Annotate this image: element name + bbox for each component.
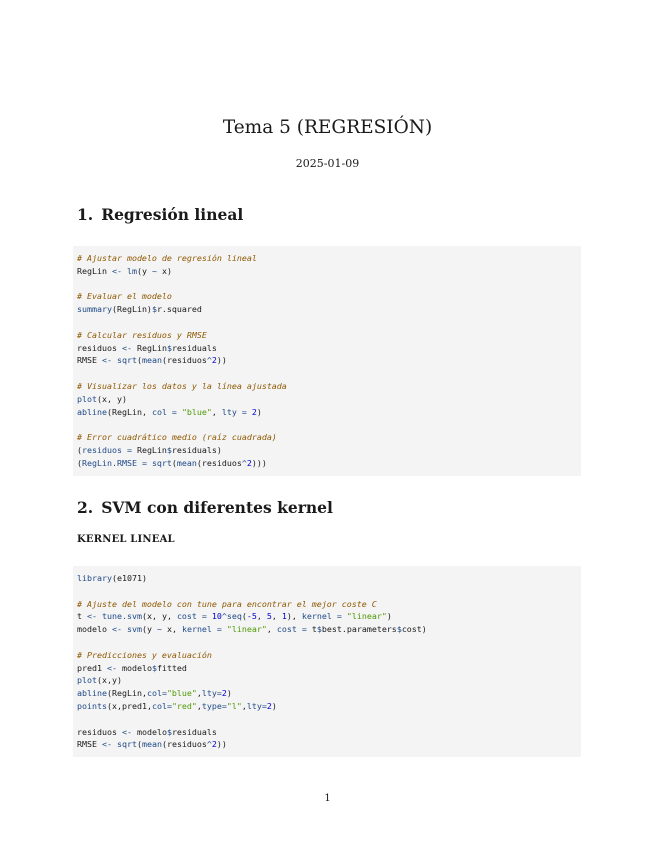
code-block-svm [73, 566, 581, 757]
code-token: (RegLin, [106, 688, 147, 699]
code-token: $ [151, 304, 157, 315]
code-token: (residuos [196, 457, 242, 468]
code-token: ( [241, 611, 247, 622]
code-token: plot [77, 393, 97, 404]
code-token: plot [77, 675, 97, 686]
code-token: summary [77, 304, 112, 315]
code-token: cost = [176, 611, 207, 622]
code-token: 5 [266, 611, 272, 622]
code-token: abline [77, 688, 107, 699]
code-token: "blue" [181, 406, 212, 417]
code-line [77, 598, 577, 611]
code-token: kernel = [301, 611, 342, 622]
code-token: <- [106, 662, 117, 673]
section-title: SVM con diferentes kernel [101, 498, 333, 517]
code-token: mean [141, 355, 162, 366]
code-line [77, 431, 577, 444]
code-line [77, 252, 577, 265]
code-token: mean [176, 457, 197, 468]
section-number: 2. [77, 498, 94, 517]
code-token: $ [396, 624, 402, 635]
code-line [77, 674, 577, 687]
code-token: mean [141, 739, 162, 750]
code-token: ))) [251, 457, 267, 468]
code-token: residuos [77, 726, 122, 737]
code-token: residuos = [82, 444, 132, 455]
code-token: -5 [246, 611, 257, 622]
code-token: x, [161, 624, 182, 635]
code-token: <- [111, 265, 122, 276]
code-token: $ [166, 342, 172, 353]
code-token: ^ [206, 739, 212, 750]
code-line [77, 278, 577, 291]
code-token: ^ [221, 611, 227, 622]
code-line [77, 380, 577, 393]
code-token: lty = [221, 406, 247, 417]
code-token: $ [166, 444, 172, 455]
code-line [77, 713, 577, 726]
code-token: ), [286, 611, 302, 622]
code-token: modelo [77, 624, 112, 635]
code-token: tune.svm [102, 611, 142, 622]
code-line [77, 290, 577, 303]
code-line [77, 726, 577, 739]
code-token: 2 [251, 406, 257, 417]
code-line [77, 444, 577, 457]
code-token: cost = [276, 624, 307, 635]
code-token: (e1071) [111, 573, 147, 583]
code-token: ) [271, 700, 277, 711]
code-token: pred1 [77, 662, 107, 673]
code-token: (x,y) [96, 675, 122, 686]
code-token: r.squared [156, 304, 202, 315]
code-line [77, 738, 577, 751]
code-token: best.parameters [321, 624, 397, 635]
code-token: , [196, 688, 202, 699]
document-date: 2025-01-09 [295, 157, 360, 170]
code-token: residuals) [171, 444, 222, 455]
code-token: ^ [206, 355, 212, 366]
code-token: )) [216, 739, 227, 750]
code-token: ) [386, 611, 392, 622]
code-line [77, 406, 577, 419]
code-token: # Ajuste del modelo con tune para encontrar el mejor coste C [77, 598, 377, 609]
code-token: cost) [401, 624, 427, 635]
section-title: Regresión lineal [101, 205, 244, 224]
code-token: (y [136, 265, 152, 276]
code-token: , [256, 611, 267, 622]
code-token: $ [316, 624, 322, 635]
code-token: # Calcular residuos y RMSE [77, 329, 207, 340]
code-token: RMSE [77, 355, 102, 366]
code-token: <- [121, 342, 132, 353]
code-token: 1 [281, 611, 287, 622]
code-line [77, 329, 577, 342]
code-block-regresion [73, 246, 581, 476]
code-line [77, 393, 577, 406]
page-number: 1 [324, 793, 331, 804]
code-token: RegLin [131, 342, 167, 353]
code-token: points [77, 700, 107, 711]
code-token: t [77, 611, 87, 622]
code-token: t [306, 624, 317, 635]
code-token: )) [216, 355, 227, 366]
code-token: , [196, 700, 202, 711]
code-token: ^ [241, 457, 247, 468]
code-token: x) [156, 265, 172, 276]
code-token: <- [121, 726, 132, 737]
code-line [77, 649, 577, 662]
code-token: ( [171, 457, 177, 468]
code-token: RegLin [131, 444, 167, 455]
code-token: 2 [211, 739, 217, 750]
code-token: library [77, 573, 112, 583]
code-line [77, 418, 577, 431]
code-line [77, 636, 577, 649]
code-token: ( [77, 444, 82, 455]
code-token: ) [226, 688, 232, 699]
code-token: residuals [171, 726, 217, 737]
section-heading-2 [77, 498, 333, 517]
code-line [77, 367, 577, 380]
code-token: modelo [116, 662, 152, 673]
code-line [77, 316, 577, 329]
code-line [77, 610, 577, 623]
code-line [77, 687, 577, 700]
code-token: "linear" [346, 611, 387, 622]
code-token: RegLin [77, 265, 112, 276]
code-token: (RegLin) [111, 304, 152, 315]
code-token: (residuos [161, 739, 207, 750]
code-line [77, 700, 577, 713]
code-token: "l" [226, 700, 242, 711]
code-token: $ [151, 662, 157, 673]
code-line [77, 572, 577, 585]
code-token: # Evaluar el modelo [77, 291, 172, 302]
code-token: svm [126, 624, 142, 635]
code-token: (residuos [161, 355, 207, 366]
code-token: fitted [156, 662, 187, 673]
code-token: lty= [201, 688, 222, 699]
code-token: modelo [131, 726, 167, 737]
code-token: "blue" [166, 688, 197, 699]
code-token: 2 [211, 355, 217, 366]
code-token: lm [126, 265, 137, 276]
code-token: <- [87, 611, 97, 622]
code-line [77, 303, 577, 316]
code-token: lty= [246, 700, 267, 711]
code-token: # Predicciones y evaluación [77, 649, 212, 660]
code-token: ( [136, 739, 142, 750]
code-token: "red" [171, 700, 197, 711]
code-token: residuals [171, 342, 217, 353]
code-token: (x, y, [141, 611, 177, 622]
section-number: 1. [77, 205, 94, 224]
code-token: <- [111, 624, 122, 635]
code-line [77, 342, 577, 355]
code-line [77, 354, 577, 367]
code-token: # Ajustar modelo de regresión lineal [77, 253, 257, 263]
code-token: col= [146, 688, 167, 699]
code-token: ( [77, 457, 82, 468]
code-token: , [241, 700, 247, 711]
code-token: , [211, 406, 222, 417]
document-title: Tema 5 (REGRESIÓN) [222, 117, 433, 138]
code-token: sqrt [116, 739, 137, 750]
code-token: seq [226, 611, 242, 622]
code-line [77, 662, 577, 675]
code-token: residuos [77, 342, 122, 353]
code-token: abline [77, 406, 107, 417]
code-token: (RegLin, [106, 406, 152, 417]
code-token: , [271, 611, 282, 622]
code-token: 2 [221, 688, 227, 699]
code-token: sqrt [116, 355, 137, 366]
code-token: <- [101, 739, 112, 750]
code-token: 10 [211, 611, 222, 622]
code-token: ~ [156, 624, 162, 635]
code-token: $ [166, 726, 172, 737]
code-token: type= [201, 700, 227, 711]
code-token: col= [151, 700, 172, 711]
code-token: RMSE [77, 739, 102, 750]
code-token: ( [136, 355, 142, 366]
code-token: col = [151, 406, 177, 417]
code-token: RegLin.RMSE = [82, 457, 147, 468]
code-line [77, 457, 577, 470]
code-line [77, 585, 577, 598]
code-line [77, 265, 577, 278]
section-heading-1 [77, 205, 243, 224]
subsection-heading: KERNEL LINEAL [77, 534, 175, 545]
code-token: , [266, 624, 277, 635]
code-token: (x,pred1, [106, 700, 152, 711]
code-token: kernel = [181, 624, 222, 635]
code-token: "linear" [226, 624, 267, 635]
code-token: 2 [246, 457, 252, 468]
code-token: (y [141, 624, 157, 635]
code-token: 2 [266, 700, 272, 711]
code-token: (x, y) [96, 393, 127, 404]
code-token: <- [101, 355, 112, 366]
code-token: ~ [151, 265, 157, 276]
code-token: ) [256, 406, 262, 417]
code-line [77, 623, 577, 636]
code-token: # Visualizar los datos y la línea ajustada [77, 380, 287, 391]
code-token: sqrt [151, 457, 172, 468]
code-token: # Error cuadrático medio (raíz cuadrada) [77, 432, 277, 443]
